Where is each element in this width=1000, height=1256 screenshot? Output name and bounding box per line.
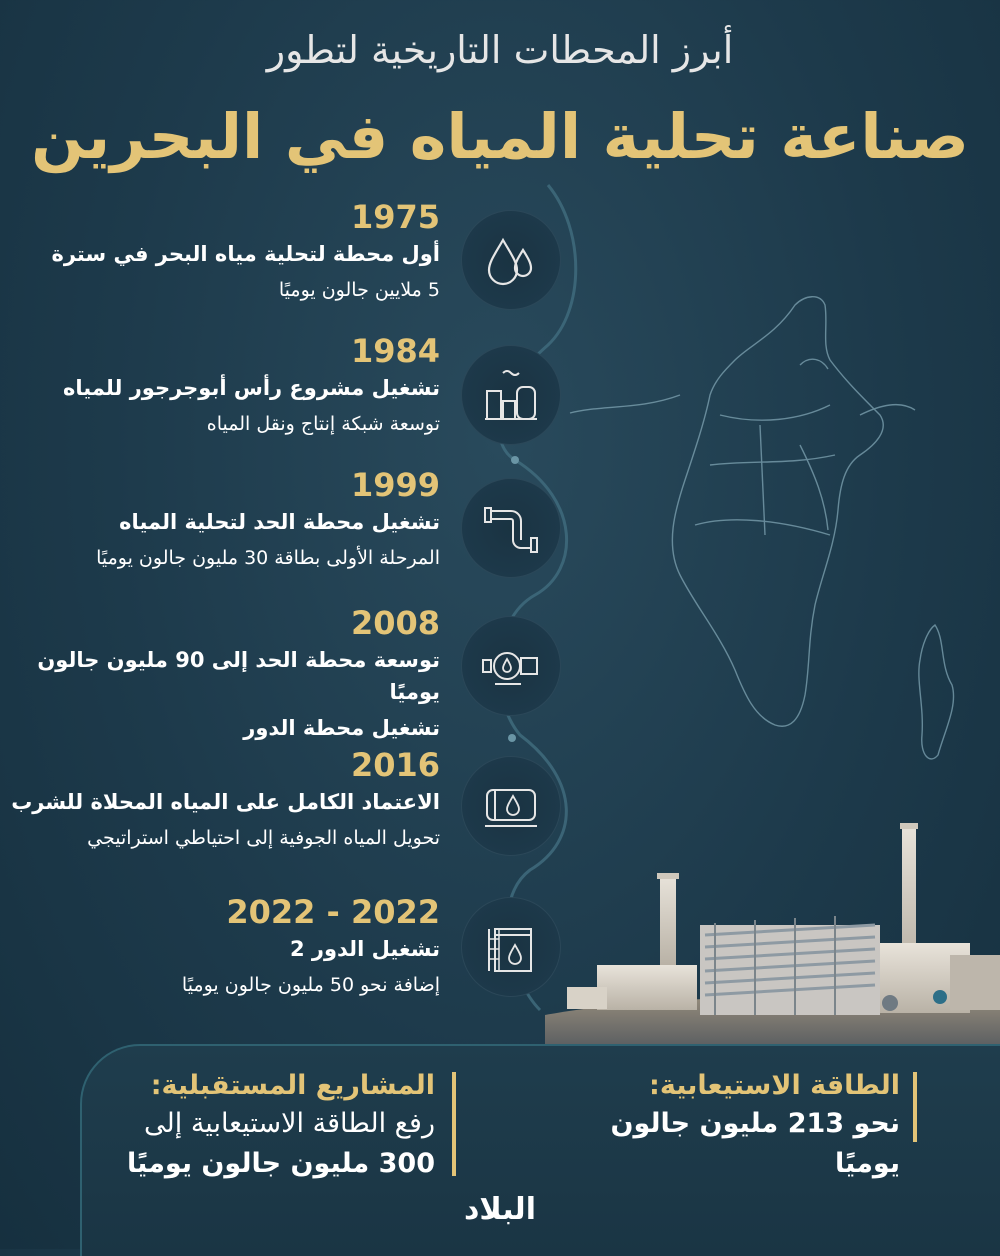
factory-icon [461, 345, 561, 445]
event-year: 1984 [350, 332, 440, 370]
pipe-icon [461, 478, 561, 578]
page-title: صناعة تحلية المياه في البحرين [31, 100, 969, 173]
subtitle: أبرز المحطات التاريخية لتطور [266, 28, 734, 72]
event-year: 1975 [350, 198, 440, 236]
capacity-label: الطاقة الاستيعابية: [649, 1070, 900, 1101]
event-year: 2022 - 2022 [226, 893, 440, 931]
pump-icon [461, 616, 561, 716]
event-year: 2008 [350, 604, 440, 642]
timeline-event-2016 [10, 746, 440, 854]
event-headline: الاعتماد الكامل على المياه المحلاة للشرب [11, 790, 440, 814]
divider-bar [913, 1072, 917, 1142]
capacity-value: نحو 213 مليون جالون يوميًا [610, 1108, 900, 1179]
desalination-plant-illustration [545, 815, 1000, 1045]
event-year: 1999 [350, 466, 440, 504]
future-label: المشاريع المستقبلية: [150, 1070, 435, 1101]
timeline-event-1999 [10, 466, 440, 574]
timeline-event-2008 [10, 604, 440, 744]
timeline-event-1984 [10, 332, 440, 440]
future-line1: رفع الطاقة الاستيعابية إلى [144, 1108, 435, 1139]
event-detail: توسعة شبكة إنتاج ونقل المياه [206, 413, 440, 435]
albilad-logo: البلاد [464, 1192, 536, 1227]
event-year: 2016 [350, 746, 440, 784]
event-headline: تشغيل محطة الحد لتحلية المياه [119, 510, 440, 534]
event-headline: تشغيل مشروع رأس أبوجرجور للمياه [63, 376, 440, 400]
water-drops-icon [461, 210, 561, 310]
timeline-event-2022 [10, 893, 440, 1001]
capacity-block [540, 1068, 900, 1184]
event-detail: تحويل المياه الجوفية إلى احتياطي استراتيجي [87, 827, 440, 849]
event-headline: تشغيل الدور 2 [289, 937, 440, 961]
event-headline: أول محطة لتحلية مياه البحر في سترة [51, 242, 440, 266]
future-line2: 300 مليون جالون يوميًا [127, 1148, 435, 1179]
divider-bar [452, 1072, 456, 1176]
timeline-event-1975 [10, 198, 440, 306]
future-projects-block [95, 1068, 435, 1184]
event-detail: إضافة نحو 50 مليون جالون يوميًا [181, 974, 440, 996]
event-detail: المرحلة الأولى بطاقة 30 مليون جالون يوميًا [96, 547, 440, 569]
event-detail: تشغيل محطة الدور [243, 716, 440, 740]
bahrain-map [560, 285, 1000, 785]
event-headline: توسعة محطة الحد إلى 90 مليون جالون يوميًا [37, 648, 440, 704]
event-detail: 5 ملايين جالون يوميًا [278, 279, 440, 301]
